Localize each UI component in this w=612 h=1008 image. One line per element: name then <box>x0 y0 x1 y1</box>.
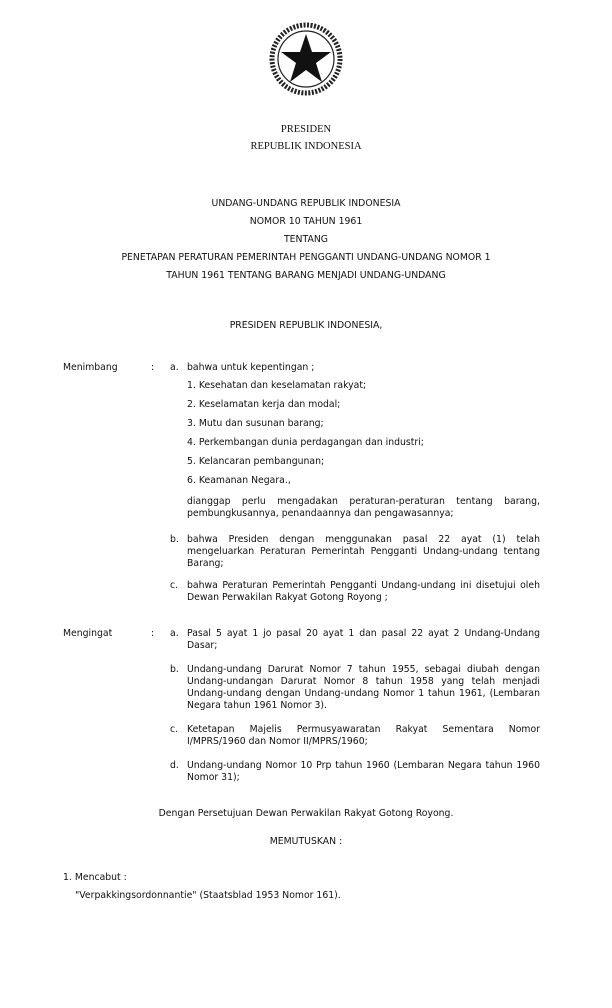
item-number: 3. <box>187 418 196 429</box>
item-letter: c. <box>170 580 179 591</box>
item-letter: c. <box>170 724 179 735</box>
list-item <box>187 437 424 448</box>
menimbang-a-tail: dianggap perlu mengadakan peraturan-peraturan tentang barang, pembungkusannya, penandaannya dan pengawasannya; <box>187 496 540 519</box>
list-item <box>187 475 291 486</box>
item-letter: a. <box>170 628 179 639</box>
mengingat-d-text: Undang-undang Nomor 10 Prp tahun 1960 (Lembaran Negara tahun 1960 Nomor 31); <box>187 760 540 783</box>
title-line: TENTANG <box>284 234 328 245</box>
title-line: TAHUN 1961 TENTANG BARANG MENJADI UNDANG-UNDANG <box>166 270 446 281</box>
colon: : <box>151 628 155 639</box>
title-line: PENETAPAN PERATURAN PEMERINTAH PENGGANTI UNDANG-UNDANG NOMOR 1 <box>121 252 491 263</box>
mengingat-a-text: Pasal 5 ayat 1 jo pasal 20 ayat 1 dan pasal 22 ayat 2 Undang-Undang Dasar; <box>187 628 540 651</box>
item-text: Kesehatan dan keselamatan rakyat; <box>198 380 367 391</box>
decision-number: 1. Mencabut : <box>63 872 127 883</box>
header-republik: REPUBLIK INDONESIA <box>250 141 362 152</box>
item-number: 1. <box>187 380 196 391</box>
garuda-emblem-icon <box>267 12 345 106</box>
decision-text: "Verpakkingsordonnantie" (Staatsblad 1953 Nomor 161). <box>75 890 341 901</box>
title-line: UNDANG-UNDANG REPUBLIK INDONESIA <box>211 198 401 209</box>
preamble: PRESIDEN REPUBLIK INDONESIA, <box>229 320 383 331</box>
item-text: Keselamatan kerja dan modal; <box>198 399 341 410</box>
item-letter: b. <box>170 534 179 545</box>
item-text: Perkembangan dunia perdagangan dan industri; <box>198 437 424 448</box>
item-number: 2. <box>187 399 196 410</box>
item-number: 6. <box>187 475 196 486</box>
menimbang-c-text: bahwa Peraturan Pemerintah Pengganti Undang-undang ini disetujui oleh Dewan Perwakilan Rakyat Gotong Royong ; <box>187 580 540 603</box>
item-letter: d. <box>170 760 179 771</box>
item-number: 4. <box>187 437 196 448</box>
mengingat-c-text: Ketetapan Majelis Permusyawaratan Rakyat Sementara Nomor I/MPRS/1960 dan Nomor II/MPRS/1960; <box>187 724 540 747</box>
header-presiden: PRESIDEN <box>280 124 332 135</box>
menimbang-a-text: bahwa untuk kepentingan ; <box>187 362 315 373</box>
list-item <box>187 418 324 429</box>
memutuskan: MEMUTUSKAN : <box>269 836 343 847</box>
list-item <box>187 380 366 391</box>
persetujuan: Dengan Persetujuan Dewan Perwakilan Rakyat Gotong Royong. <box>158 808 454 819</box>
list-item <box>187 399 340 410</box>
item-text: Keamanan Negara., <box>198 475 291 486</box>
mengingat-b-text: Undang-undang Darurat Nomor 7 tahun 1955, sebagai diubah dengan Undang-undangan Darurat Nomor 8 tahun 1958 yang telah menjadi Undang-undang dengan Undang-undang Nomor 1 tahun 1961, (Lembaran Negara tahun 1961 Nomor 3). <box>187 664 540 711</box>
colon: : <box>151 362 155 373</box>
mengingat-label: Mengingat <box>63 628 113 639</box>
list-item <box>187 456 324 467</box>
menimbang-label: Menimbang <box>63 362 118 373</box>
item-text: Kelancaran pembangunan; <box>198 456 325 467</box>
item-letter: a. <box>170 362 179 373</box>
item-letter: b. <box>170 664 179 675</box>
menimbang-b-text: bahwa Presiden dengan menggunakan pasal 22 ayat (1) telah mengeluarkan Peraturan Pemerintah Pengganti Undang-undang tentang Barang; <box>187 534 540 569</box>
item-number: 5. <box>187 456 196 467</box>
item-text: Mutu dan susunan barang; <box>198 418 324 429</box>
title-line: NOMOR 10 TAHUN 1961 <box>249 216 363 227</box>
